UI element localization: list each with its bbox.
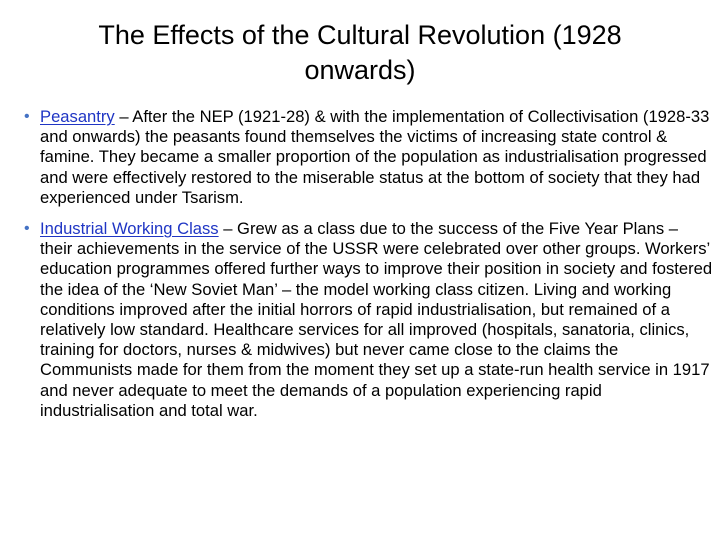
bullet-term: Peasantry <box>40 107 115 126</box>
bullet-text: – Grew as a class due to the success of the Five Year Plans – their achievements in the service of the USSR were celebrated over other groups. Workers’ education programmes offered further ways to improve their position in society and fostered the idea of the ‘New Soviet Man’ – the model working class citizen. Living and working conditions improved after the initial horrors of rapid industrialisation, but remained of a relatively low standard. Healthcare services for all improved (hospitals, sanatoria, clinics, training for doctors, nurses & midwives) but never came close to the claims the Communists made for them from the moment they set up a state-run health service in 1917 and never adequate to meet the demands of a population experiencing rapid industrialisation and total war. <box>40 219 713 420</box>
bullet-item-peasantry <box>24 107 714 208</box>
bullet-icon: • <box>24 220 30 238</box>
bullet-text: – After the NEP (1921-28) & with the implementation of Collectivisation (1928-33 and onwards) the peasants found themselves the victims of increasing state control & famine. They became a smaller proportion of the population as industrialisation progressed and were effectively restored to the miserable status at the bottom of society that they had experienced under Tsarism. <box>40 107 710 207</box>
bullet-item-industrial-working-class <box>24 219 714 421</box>
slide-title: The Effects of the Cultural Revolution (1928 onwards) <box>98 20 622 85</box>
bullet-term: Industrial Working Class <box>40 219 219 239</box>
bullet-icon: • <box>24 108 30 125</box>
bullet-list <box>24 107 714 432</box>
